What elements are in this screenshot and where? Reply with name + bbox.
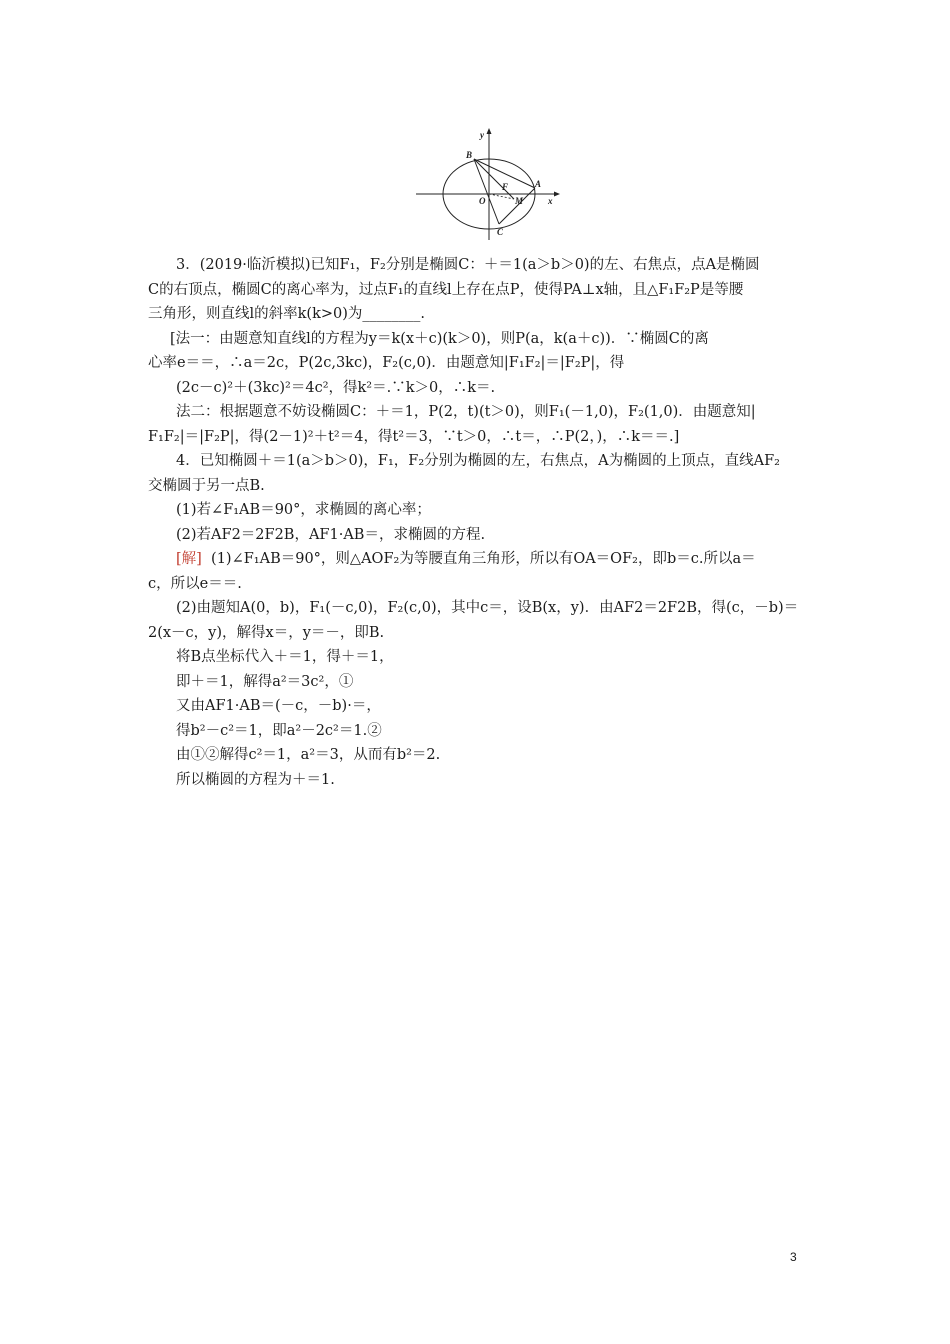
text-line: 4．已知椭圆＋＝1(a＞b＞0)，F₁，F₂分别为椭圆的左，右焦点，A为椭圆的上顶点，直线AF₂ [176, 453, 780, 469]
label-y: y [480, 130, 484, 140]
line-CA [499, 188, 535, 224]
label-C: C [497, 227, 504, 237]
solution-text: (1)∠F₁AB＝90°，则△AOF₂为等腰直角三角形，所以有OA＝OF₂，即b＝c.所以a＝ [211, 551, 756, 567]
solution-line [148, 547, 816, 572]
text-line: 将B点坐标代入＋＝1，得＋＝1， [176, 649, 394, 665]
text-line: (2)由题知A(0，b)，F₁(－c,0)，F₂(c,0)，其中c＝，设B(x，y)．由AF2＝2F2B，得(c，－b)＝ [176, 600, 799, 616]
line-BM [474, 159, 514, 199]
text-line: 又由AF1·AB＝(－c，－b)·＝， [176, 698, 381, 714]
text-line: 交椭圆于另一点B. [148, 477, 265, 494]
ellipse-figure [412, 124, 562, 242]
text-line: 法二：根据题意不妨设椭圆C：＋＝1，P(2，t)(t＞0)，则F₁(－1,0)，F₂(1,0)．由题意知| [176, 404, 756, 420]
y-axis-arrow [487, 128, 492, 134]
text-line: 由①②解得c²＝1，a²＝3，从而有b²＝2. [176, 747, 441, 763]
x-axis-arrow [554, 192, 560, 197]
label-F: F [502, 182, 509, 192]
solution-tag: [解] [176, 551, 202, 567]
text-line: C的右顶点，椭圆C的离心率为，过点F₁的直线l上存在点P，使得PA⊥x轴，且△F₁F₂P是等腰 [148, 281, 744, 298]
label-B: B [466, 150, 473, 160]
label-M: M [515, 196, 524, 206]
text-line: 三角形，则直线l的斜率k(k>0)为________. [148, 306, 426, 322]
text-line: 3．(2019·临沂模拟)已知F₁，F₂分别是椭圆C：＋＝1(a＞b＞0)的左、右焦点，点A是椭圆 [176, 257, 760, 273]
text-line: [法一：由题意知直线l的方程为y＝k(x＋c)(k＞0)，则P(a，k(a＋c))．∵椭圆C的离 [170, 330, 709, 347]
text-line: 即＋＝1，解得a²＝3c²，① [176, 673, 354, 690]
label-x: x [548, 196, 553, 206]
text-line: c，所以e＝＝. [148, 575, 242, 592]
page-number: 3 [790, 1250, 797, 1264]
label-O: O [479, 196, 486, 206]
text-line: 所以椭圆的方程为＋＝1. [176, 771, 335, 788]
text-body [148, 253, 816, 792]
text-line: 心率e＝＝，∴a＝2c，P(2c,3kc)，F₂(c,0)．由题意知|F₁F₂|＝|F₂P|，得 [148, 355, 625, 371]
text-line: 2(x－c，y)，解得x＝，y＝－，即B. [148, 624, 385, 641]
text-line: 得b²－c²＝1，即a²－2c²＝1.② [176, 722, 382, 739]
label-A: A [535, 179, 542, 189]
text-line: (2)若AF2＝2F2B，AF1·AB＝，求椭圆的方程. [176, 526, 486, 543]
text-line: F₁F₂|＝|F₂P|，得(2－1)²＋t²＝4，得t²＝3，∵t＞0，∴t＝，∴P(2，)，∴k＝＝.] [148, 428, 680, 445]
text-line: (1)若∠F₁AB＝90°，求椭圆的离心率； [176, 502, 431, 518]
text-line: (2c－c)²＋(3kc)²＝4c²，得k²＝.∵k＞0，∴k＝. [176, 379, 496, 396]
